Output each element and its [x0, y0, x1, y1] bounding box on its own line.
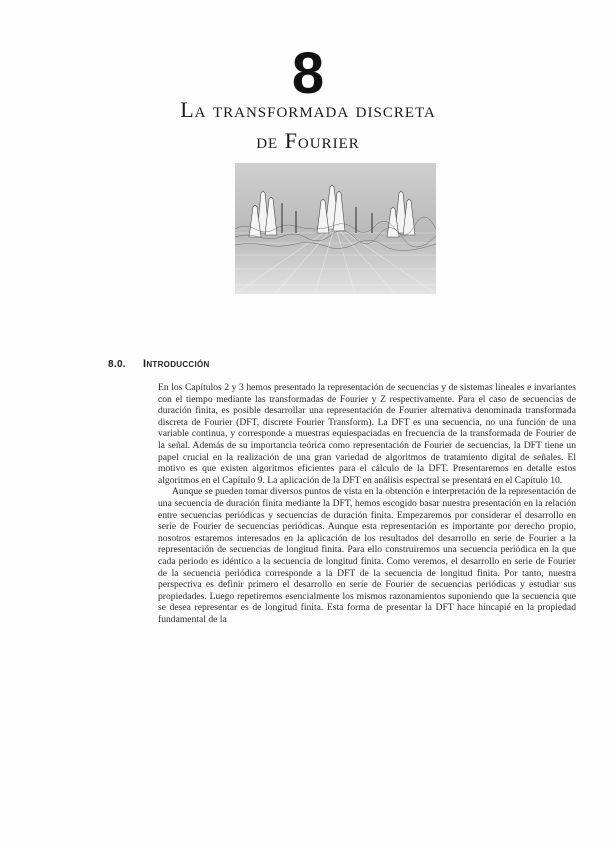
body-text [158, 382, 576, 625]
section-heading [108, 358, 210, 370]
chapter-figure [235, 163, 436, 294]
chapter-title-line-2: de Fourier [256, 128, 360, 153]
section-title: Introducción [142, 358, 210, 370]
chapter-number: 8 [291, 41, 325, 106]
spectrum-waterfall-image [235, 163, 436, 294]
paragraph-1: En los Capítulos 2 y 3 hemos presentado la representación de secuencias y de sistemas lineales e invariantes con el tiempo mediante las transformadas de Fourier y Z respectivamente. Para el caso de secuencias de duración finita, es posible desarrollar una representación de Fourier alternativa denominada transformada discreta de Fourier (DFT, discrete Fourier Transform). La DFT es una secuencia, no una función de una variable continua, y corresponde a muestras equiespaciadas en frecuencia de la transformada de Fourier de la señal. Además de su importancia teórica como representación de Fourier de secuencias, la DFT tiene un papel crucial en la realización de una gran variedad de algoritmos de tratamiento digital de señales. El motivo es que existen algoritmos eficientes para el cálculo de la DFT. Presentaremos en detalle estos algoritmos en el Capítulo 9. La aplicación de la DFT en análisis espectral se presentará en el Capítulo 10. [158, 382, 576, 486]
paragraph-2: Aunque se pueden tomar diversos puntos de vista en la obtención e interpretación de la representación de una secuencia de duración finita mediante la DFT, hemos escogido basar nuestra presentación en la relación entre secuencias periódicas y secuencias de duración finita. Empezaremos por considerar el desarrollo en serie de Fourier de secuencias periódicas. Aunque esta representación es importante por derecho propio, nosotros estaremos interesados en la aplicación de los resultados del desarrollo en serie de Fourier a la representación de secuencias de longitud finita. Para ello construiremos una secuencia periódica en la que cada periodo es idéntico a la secuencia de longitud finita. Como veremos, el desarrollo en serie de Fourier de la secuencia periódica corresponde a la DFT de la secuencia de longitud finita. Por tanto, nuestra perspectiva es definir primero el desarrollo en serie de Fourier de secuencias periódicas y estudiar sus propiedades. Luego repetiremos esencialmente los mismos razonamientos suponiendo que la secuencia que se desea representar es de longitud finita. Esta forma de presentar la DFT hace hincapié en la propiedad fundamental de la [158, 486, 576, 625]
section-number: 8.0. [108, 359, 126, 370]
chapter-title-line-1: La transformada discreta [180, 97, 436, 122]
